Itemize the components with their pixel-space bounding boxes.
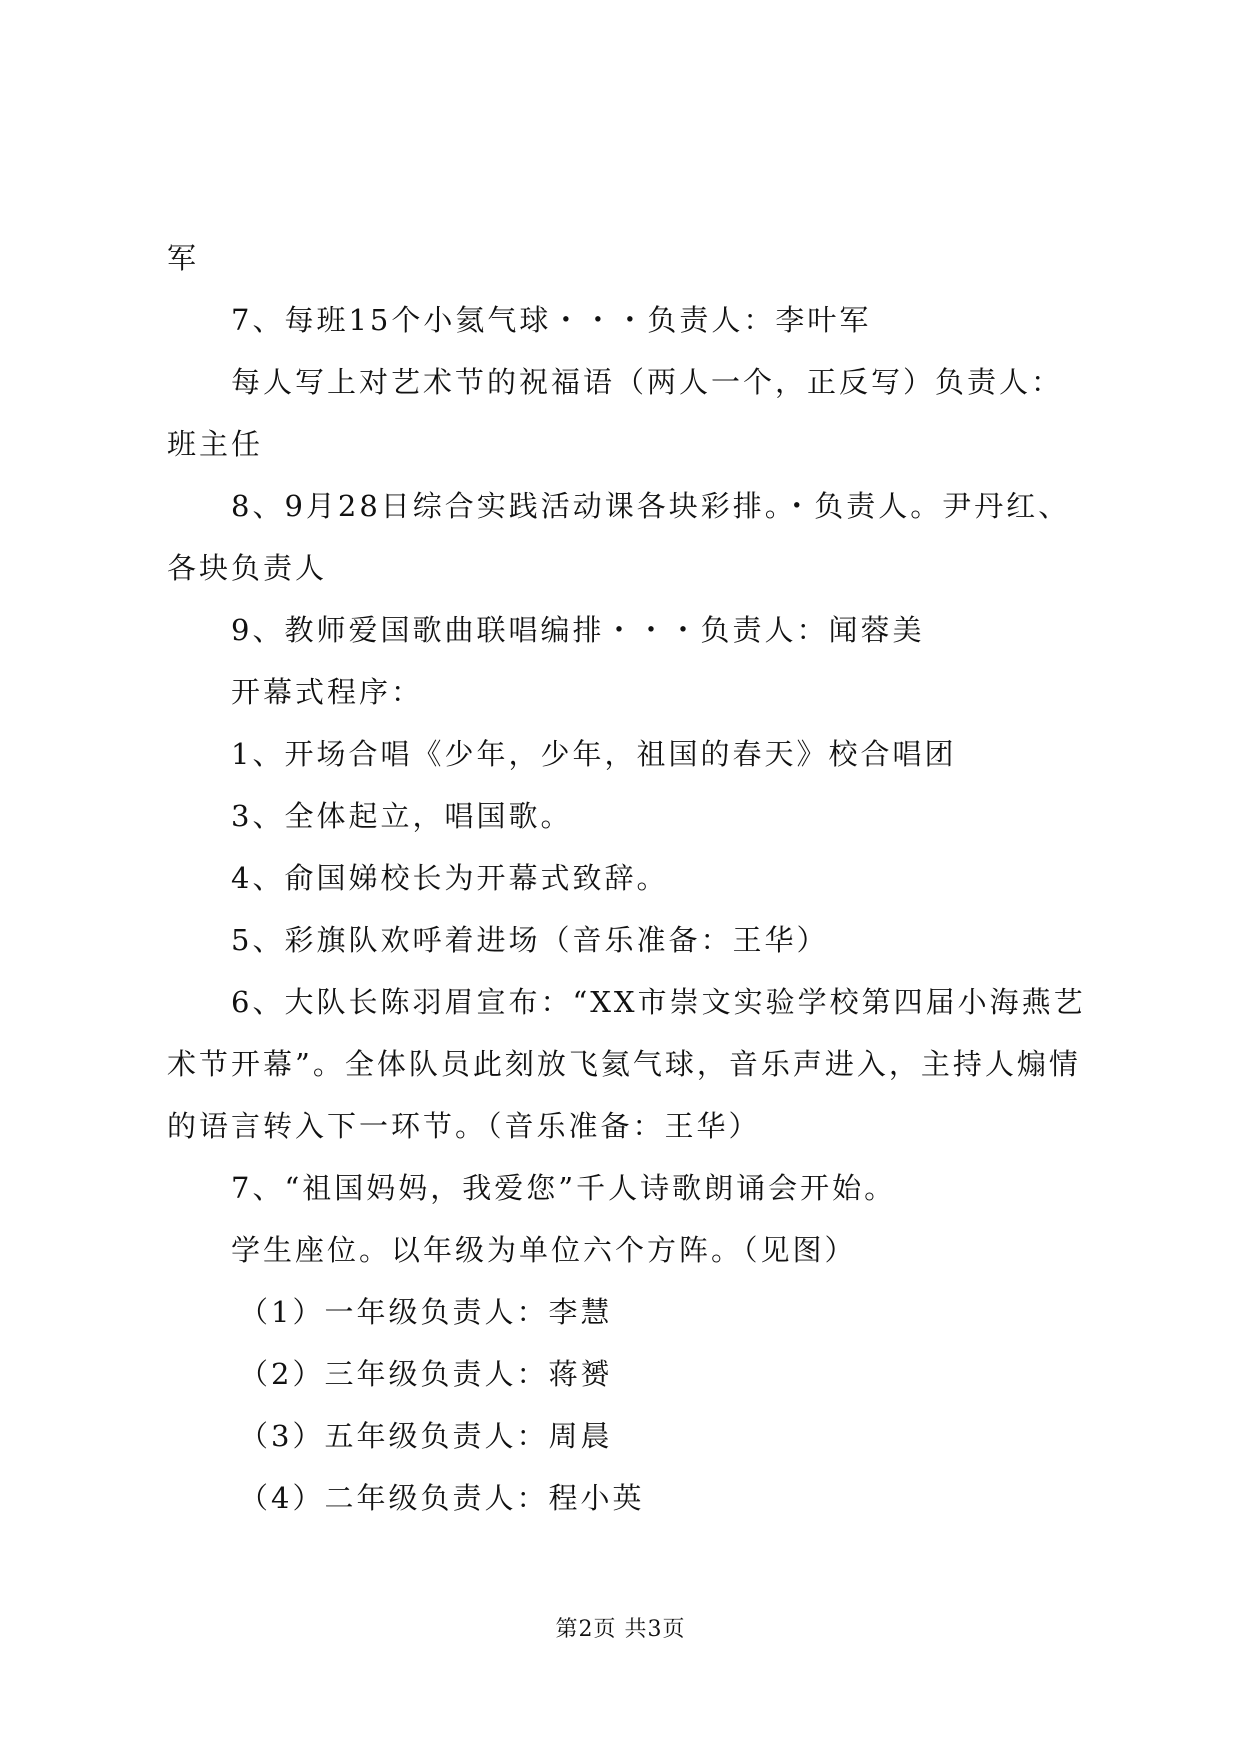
paragraph-continuation: 军 <box>167 241 200 275</box>
program-step-5: 5、彩旗队欢呼着进场（音乐准备：王华） <box>231 923 829 957</box>
page-footer <box>0 1612 1241 1643</box>
program-step-1: 1、开场合唱《少年，少年，祖国的春天》校合唱团 <box>231 737 957 771</box>
program-step-4: 4、俞国娣校长为开幕式致辞。 <box>231 861 669 895</box>
seating-grade-2: （4）二年级负责人：程小英 <box>239 1481 645 1515</box>
program-step-3: 3、全体起立，唱国歌。 <box>231 799 573 833</box>
paragraph-item-8-rehearsal: 8、9月28日综合实践活动课各块彩排。・负责人。尹丹红、各块负责人 <box>167 489 1071 585</box>
seating-grade-5: （3）五年级负责人：周晨 <box>239 1419 613 1453</box>
program-step-7: 7、“祖国妈妈，我爱您”千人诗歌朗诵会开始。 <box>231 1171 897 1205</box>
program-step-6: 6、大队长陈羽眉宣布：“XX市崇文实验学校第四届小海燕艺术节开幕”。全体队员此刻放飞氦气球，音乐声进入，主持人煽情的语言转入下一环节。（音乐准备：王华） <box>167 985 1086 1143</box>
seating-grade-1: （1）一年级负责人：李慧 <box>239 1295 613 1329</box>
paragraph-item-7-balloons: 7、每班15个小氦气球・・・负责人：李叶军 <box>231 303 872 337</box>
page-number-label: 第2页 共3页 <box>555 1617 686 1642</box>
section-heading-opening-program: 开幕式程序： <box>231 675 424 709</box>
document-body <box>167 227 1087 1529</box>
seating-grade-3: （2）三年级负责人：蒋赟 <box>239 1357 613 1391</box>
paragraph-blessing: 每人写上对艺术节的祝福语（两人一个，正反写）负责人：班主任 <box>167 365 1064 461</box>
paragraph-item-9-teachers-song: 9、教师爱国歌曲联唱编排・・・负责人：闻蓉美 <box>231 613 925 647</box>
seating-heading: 学生座位。以年级为单位六个方阵。（见图） <box>231 1233 857 1267</box>
